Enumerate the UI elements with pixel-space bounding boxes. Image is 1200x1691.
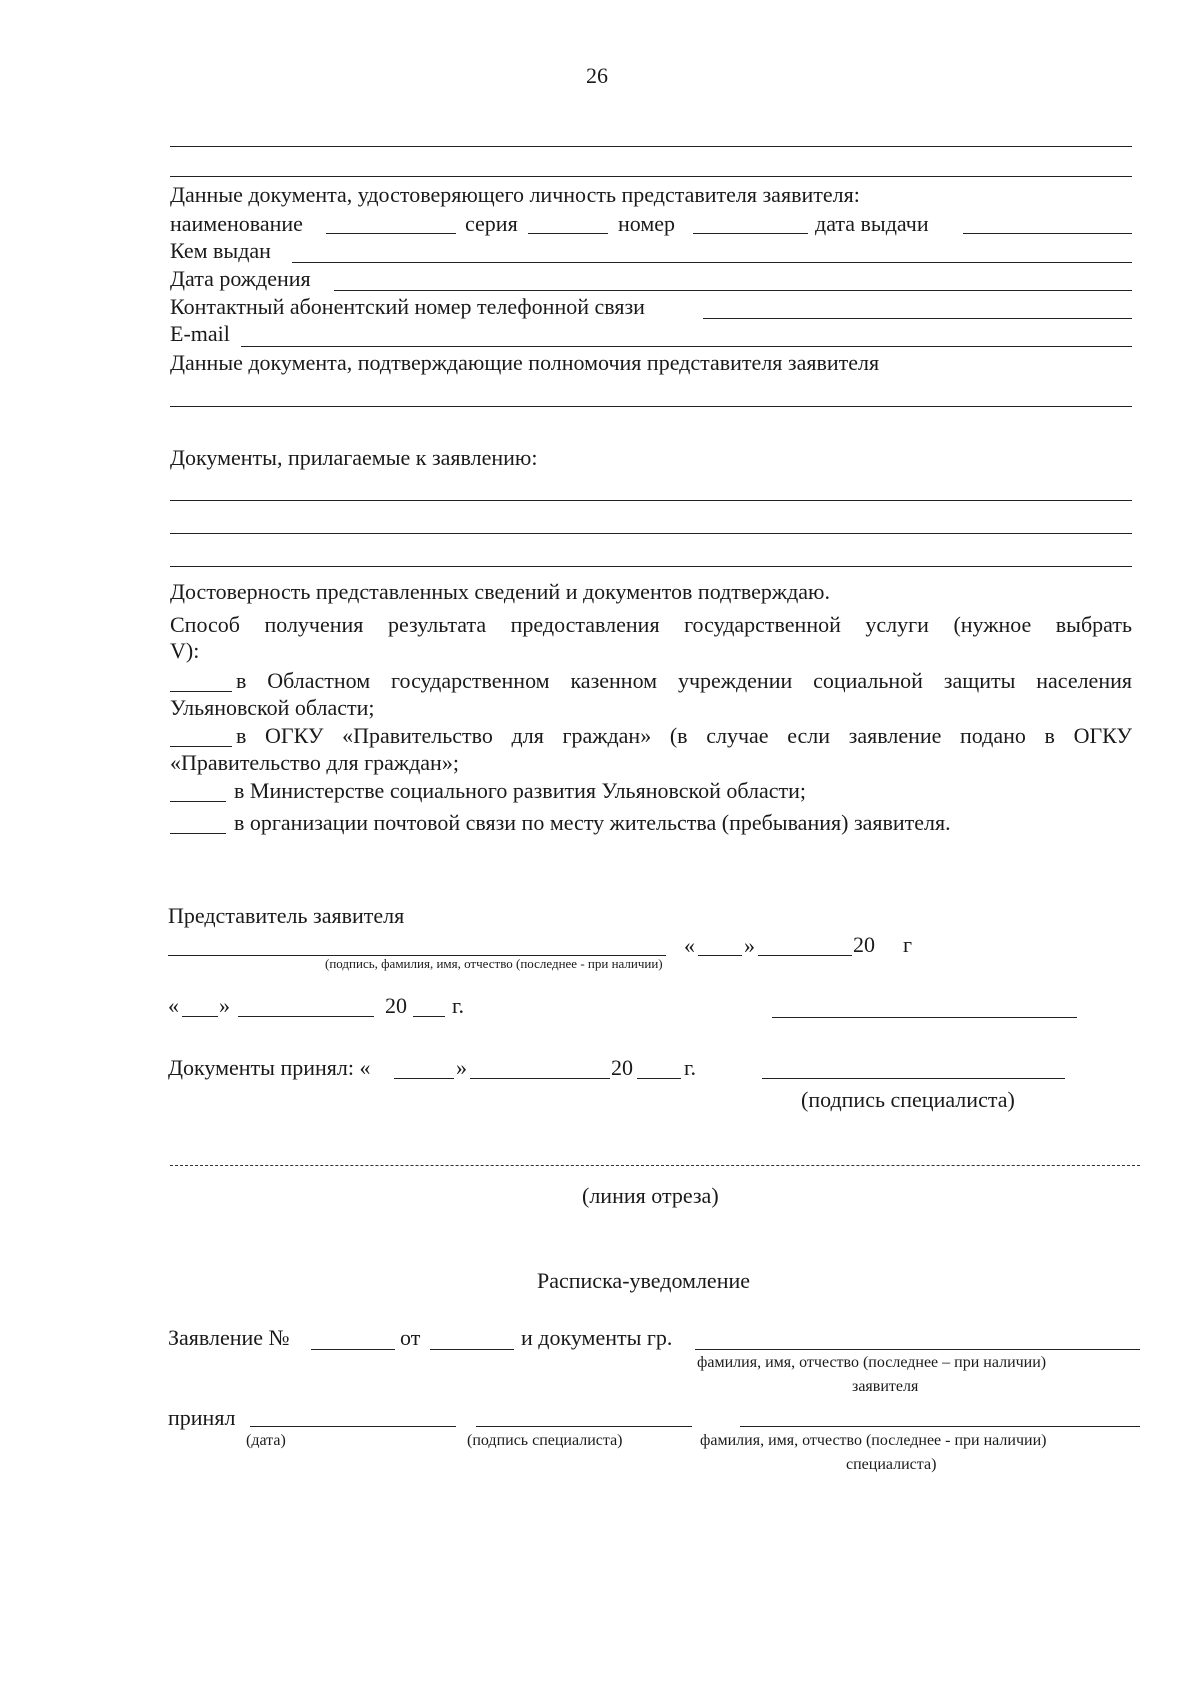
specialist-name-caption-cont: специалиста) xyxy=(846,1456,937,1473)
issued-by-field[interactable] xyxy=(292,262,1132,263)
application-from-label: от xyxy=(400,1325,421,1350)
option-2-text: в ОГКУ «Правительство для граждан» (в случае если заявление подано в ОГКУ xyxy=(236,723,1132,748)
method-line-2: V): xyxy=(170,638,200,663)
rep-month-field[interactable] xyxy=(758,955,852,956)
birth-date-field[interactable] xyxy=(334,290,1132,291)
phone-label: Контактный абонентский номер телефонной связи xyxy=(170,294,645,319)
option-3-text: в Министерстве социального развития Ульяновской области; xyxy=(234,778,806,803)
cut-line xyxy=(170,1165,1140,1166)
blank-line[interactable] xyxy=(170,146,1132,147)
specialist-signature-caption: (подпись специалиста) xyxy=(801,1087,1015,1112)
series-label: серия xyxy=(465,211,518,236)
option-1-text-cont: Ульяновской области; xyxy=(170,695,375,720)
accepted-year-suffix: г. xyxy=(684,1055,697,1080)
issue-date-label: дата выдачи xyxy=(815,211,929,236)
attachments-label: Документы, прилагаемые к заявлению: xyxy=(170,445,538,470)
rep-doc-heading: Данные документа, удостоверяющего личность представителя заявителя: xyxy=(170,182,860,207)
option-4-text: в организации почтовой связи по месту жительства (пребывания) заявителя. xyxy=(234,810,951,835)
confirm-text: Достоверность представленных сведений и документов подтверждаю. xyxy=(170,579,830,604)
specialist-name-caption: фамилия, имя, отчество (последнее - при наличии) xyxy=(700,1432,1047,1449)
cut-line-label: (линия отреза) xyxy=(582,1183,719,1208)
option-2-mark[interactable] xyxy=(170,746,232,747)
issued-by-label: Кем выдан xyxy=(170,238,271,263)
applicant-signature-field[interactable] xyxy=(772,1017,1077,1018)
accepted-day-field[interactable] xyxy=(394,1078,454,1079)
attachments-line-3[interactable] xyxy=(170,566,1132,567)
accepted-year: 20 xyxy=(611,1055,633,1080)
date-year-suffix: г. xyxy=(452,993,465,1018)
date-quote-open: « xyxy=(168,993,179,1018)
option-2-text-cont: «Правительство для граждан»; xyxy=(170,750,459,775)
blank-line[interactable] xyxy=(170,176,1132,177)
date-year-prefix: 20 xyxy=(385,993,407,1018)
birth-date-label: Дата рождения xyxy=(170,266,311,291)
rep-day-field[interactable] xyxy=(698,955,742,956)
date-month-field[interactable] xyxy=(238,1016,374,1017)
page-number: 26 xyxy=(586,63,608,88)
name-label: наименование xyxy=(170,211,303,236)
receipt-date-caption: (дата) xyxy=(246,1432,286,1449)
documents-of-label: и документы гр. xyxy=(521,1325,673,1350)
receipt-title: Расписка-уведомление xyxy=(537,1268,751,1293)
issue-date-field[interactable] xyxy=(963,233,1132,234)
option-1-text: в Областном государственном казенном учреждении социальной защиты населения xyxy=(236,668,1132,693)
specialist-name-field[interactable] xyxy=(740,1426,1140,1427)
application-date-field[interactable] xyxy=(430,1349,514,1350)
rep-year-prefix: 20 xyxy=(853,932,875,957)
date-quote-close: » xyxy=(219,993,230,1018)
option-1-mark[interactable] xyxy=(170,691,232,692)
method-line-1: Способ получения результата предоставления государственной услуги (нужное выбрать xyxy=(170,612,1132,637)
receipt-date-field[interactable] xyxy=(250,1426,456,1427)
authority-field[interactable] xyxy=(170,406,1132,407)
accepted-month-field[interactable] xyxy=(470,1078,610,1079)
rep-signature-caption: (подпись, фамилия, имя, отчество (последнее - при наличии) xyxy=(325,956,663,971)
application-number-field[interactable] xyxy=(311,1349,395,1350)
receipt-accepted-label: принял xyxy=(168,1405,236,1430)
email-field[interactable] xyxy=(241,346,1132,347)
applicant-caption-cont: заявителя xyxy=(852,1378,919,1395)
accepted-label: Документы принял: « xyxy=(168,1055,371,1080)
doc-number-field[interactable] xyxy=(693,233,808,234)
application-number-label: Заявление № xyxy=(168,1325,290,1350)
rep-signature-label: Представитель заявителя xyxy=(168,903,405,928)
receipt-signature-field[interactable] xyxy=(476,1426,692,1427)
date-day-field[interactable] xyxy=(182,1016,218,1017)
option-3-mark[interactable] xyxy=(170,801,226,802)
specialist-signature-field[interactable] xyxy=(762,1078,1065,1079)
rep-year-suffix: г xyxy=(903,932,913,957)
quote-close: » xyxy=(744,933,755,958)
applicant-name-field[interactable] xyxy=(695,1349,1140,1350)
option-4-mark[interactable] xyxy=(170,833,226,834)
doc-name-field[interactable] xyxy=(326,233,456,234)
doc-series-field[interactable] xyxy=(528,233,608,234)
applicant-caption: фамилия, имя, отчество (последнее – при наличии) xyxy=(697,1354,1047,1371)
accepted-year-field[interactable] xyxy=(637,1078,681,1079)
phone-field[interactable] xyxy=(703,318,1132,319)
date-year-field[interactable] xyxy=(413,1016,445,1017)
number-label: номер xyxy=(618,211,676,236)
email-label: E-mail xyxy=(170,321,230,346)
receipt-signature-caption: (подпись специалиста) xyxy=(467,1432,623,1449)
attachments-line-1[interactable] xyxy=(170,500,1132,501)
quote-open: « xyxy=(684,933,695,958)
accepted-quote-close: » xyxy=(456,1055,467,1080)
authority-label: Данные документа, подтверждающие полномочия представителя заявителя xyxy=(170,350,880,375)
attachments-line-2[interactable] xyxy=(170,533,1132,534)
